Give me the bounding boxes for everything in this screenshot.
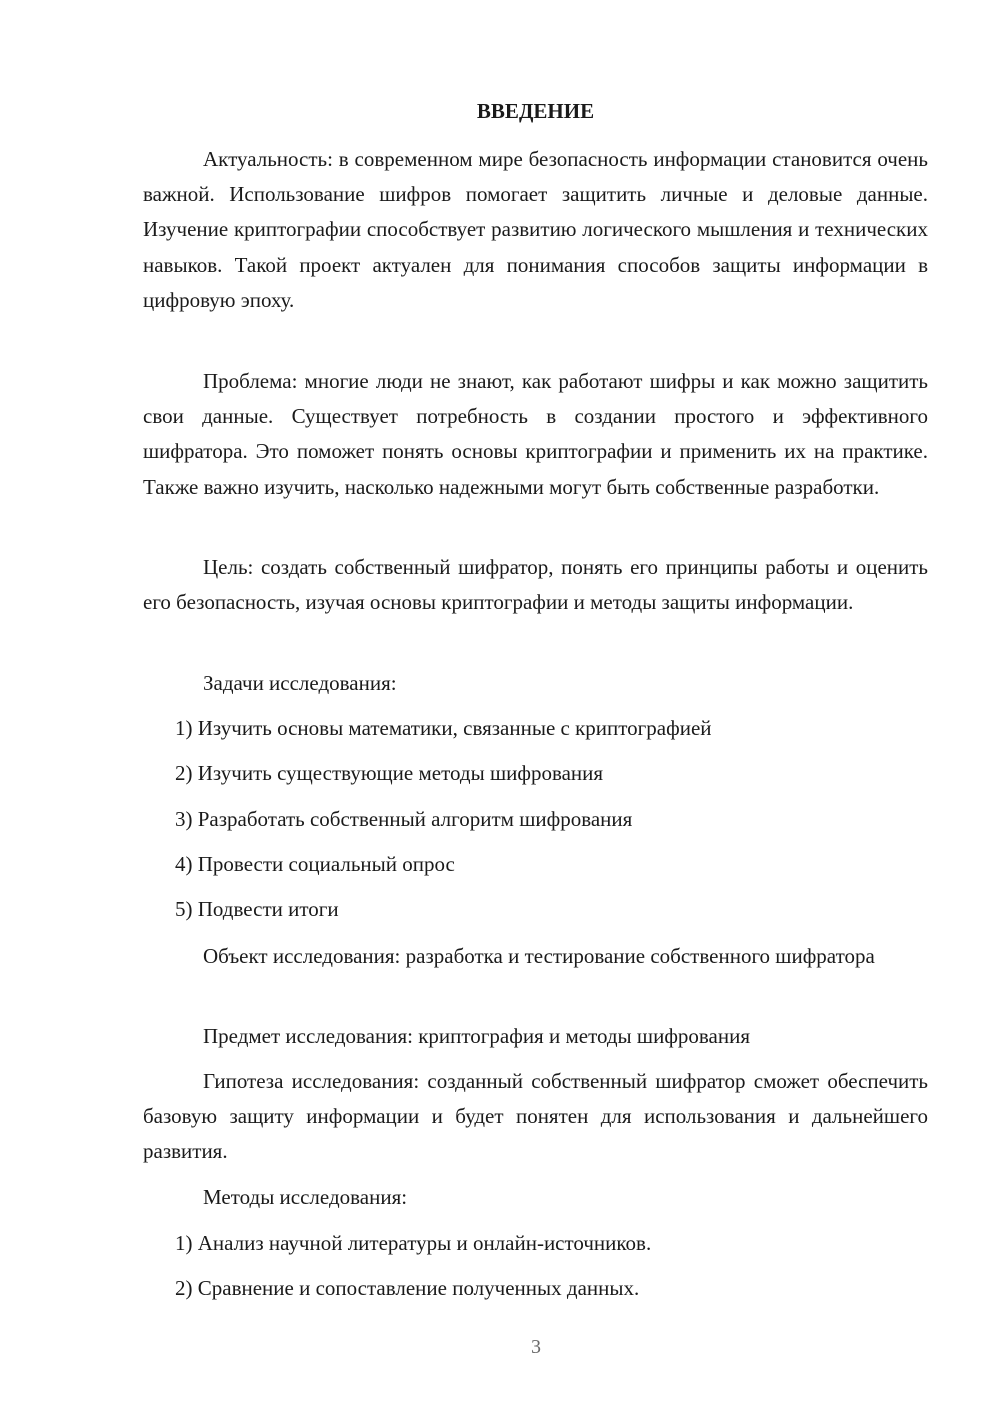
goal-paragraph: Цель: создать собственный шифратор, понять его принципы работы и оценить его безопасность, изучая основы криптографии и методы защиты информации. — [143, 555, 928, 615]
task-item: 3) Разработать собственный алгоритм шифрования — [175, 807, 633, 831]
task-item: 1) Изучить основы математики, связанные с криптографией — [175, 716, 712, 740]
problem-paragraph: Проблема: многие люди не знают, как работают шифры и как можно защитить свои данные. Существует потребность в создании простого и эффективного шифратора. Это поможет понять основы криптографии и применить их на практике. Также важно изучить, насколько надежными могут быть собственные разработки. — [143, 369, 928, 499]
task-item: 5) Подвести итоги — [175, 897, 339, 921]
method-item: 1) Анализ научной литературы и онлайн-источников. — [175, 1231, 652, 1255]
task-item: 2) Изучить существующие методы шифрования — [175, 761, 604, 785]
method-item: 2) Сравнение и сопоставление полученных данных. — [175, 1276, 640, 1300]
hypothesis-paragraph: Гипотеза исследования: созданный собственный шифратор сможет обеспечить базовую защиту информации и будет понятен для использования и дальнейшего развития. — [143, 1069, 928, 1164]
object-paragraph: Объект исследования: разработка и тестирование собственного шифратора — [203, 944, 875, 968]
page-title: ВВЕДЕНИЕ — [476, 99, 595, 123]
page-number: 3 — [531, 1336, 541, 1358]
methods-heading: Методы исследования: — [203, 1185, 408, 1209]
relevance-paragraph: Актуальность: в современном мире безопасность информации становится очень важной. Использование шифров помогает защитить личные и деловые данные. Изучение криптографии способствует развитию логического мышления и технических навыков. Такой проект актуален для понимания способов защиты информации в цифровую эпоху. — [143, 147, 928, 312]
tasks-heading: Задачи исследования: — [203, 671, 397, 695]
task-item: 4) Провести социальный опрос — [175, 852, 455, 876]
subject-paragraph: Предмет исследования: криптография и методы шифрования — [203, 1024, 751, 1048]
